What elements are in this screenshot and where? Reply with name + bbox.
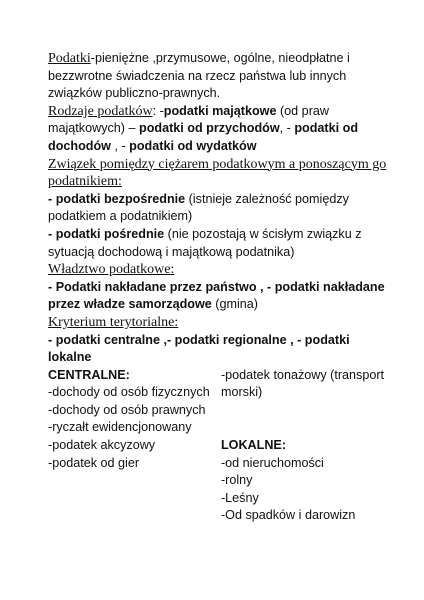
definition-paragraph bbox=[48, 50, 388, 103]
territorial-text: - podatki centralne ,- podatki regionalne , - podatki lokalne bbox=[48, 332, 350, 365]
document-content bbox=[48, 50, 388, 525]
central-item: -dochody od osób prawnych bbox=[48, 402, 206, 417]
type-revenue-tax: podatki od przychodów bbox=[139, 121, 280, 136]
relation-indirect bbox=[48, 226, 388, 261]
types-heading: Rodzaje podatków bbox=[48, 103, 153, 119]
authority-heading: Władztwo podatkowe: bbox=[48, 262, 175, 278]
indirect-tax-label: - podatki pośrednie bbox=[48, 226, 165, 241]
territorial-heading: Kryterium terytorialne: bbox=[48, 314, 179, 330]
column-gap bbox=[221, 402, 388, 420]
types-separator-1: , - bbox=[279, 121, 295, 136]
tax-columns bbox=[48, 367, 388, 525]
central-item: -dochody od osób fizycznych bbox=[48, 385, 210, 400]
local-heading: LOKALNE: bbox=[220, 438, 287, 453]
definition-text: -pieniężne ,przymusowe, ogólne, nieodpłatne i bezzwrotne świadczenia na rzecz państwa lub innych związków publiczno-prawnych. bbox=[48, 51, 350, 101]
type-income-tax: podatki od dochodów bbox=[48, 121, 359, 153]
central-heading: CENTRALNE: bbox=[48, 367, 130, 382]
types-colon: : - bbox=[152, 103, 164, 118]
indirect-tax-note: (nie pozostają w ścisłym związku z sytuacją dochodową i majątkową podatnika) bbox=[48, 226, 362, 259]
central-column bbox=[48, 367, 221, 525]
central-item: -ryczałt ewidencjonowany bbox=[48, 420, 192, 435]
column-gap bbox=[221, 419, 388, 437]
definition-term: Podatki bbox=[48, 51, 91, 66]
authority-text: - Podatki nakładane przez państwo , - podatki nakładane przez władze samorządowe bbox=[48, 279, 385, 312]
direct-tax-note: (istnieje zależność pomiędzy podatkiem a podatnikiem) bbox=[48, 191, 349, 224]
local-item: -Od spadków i darowizn bbox=[220, 508, 356, 523]
central-extra-item: -podatek tonażowy (transport morski) bbox=[220, 367, 385, 400]
authority-note: (gmina) bbox=[211, 297, 258, 312]
type-expense-tax: podatki od wydatków bbox=[129, 138, 257, 153]
local-item: -rolny bbox=[220, 473, 253, 488]
local-item: -od nieruchomości bbox=[220, 455, 324, 470]
direct-tax-label: - podatki bezpośrednie bbox=[48, 191, 186, 206]
relation-heading: Związek pomiędzy ciężarem podatkowym a ponoszącym go podatnikiem: bbox=[48, 156, 387, 190]
central-item: -podatek akcyzowy bbox=[48, 438, 156, 453]
right-column bbox=[221, 367, 388, 525]
type-property-tax: podatki majątkowe bbox=[163, 103, 277, 118]
local-item: -Leśny bbox=[220, 490, 259, 505]
authority-paragraph bbox=[48, 279, 388, 314]
central-item: -podatek od gier bbox=[48, 455, 140, 470]
territorial-paragraph bbox=[48, 332, 388, 367]
types-separator-2: , - bbox=[110, 138, 130, 153]
types-paragraph bbox=[48, 103, 388, 156]
type-property-note: (od praw majątkowych) – bbox=[48, 103, 329, 136]
relation-direct bbox=[48, 191, 388, 226]
